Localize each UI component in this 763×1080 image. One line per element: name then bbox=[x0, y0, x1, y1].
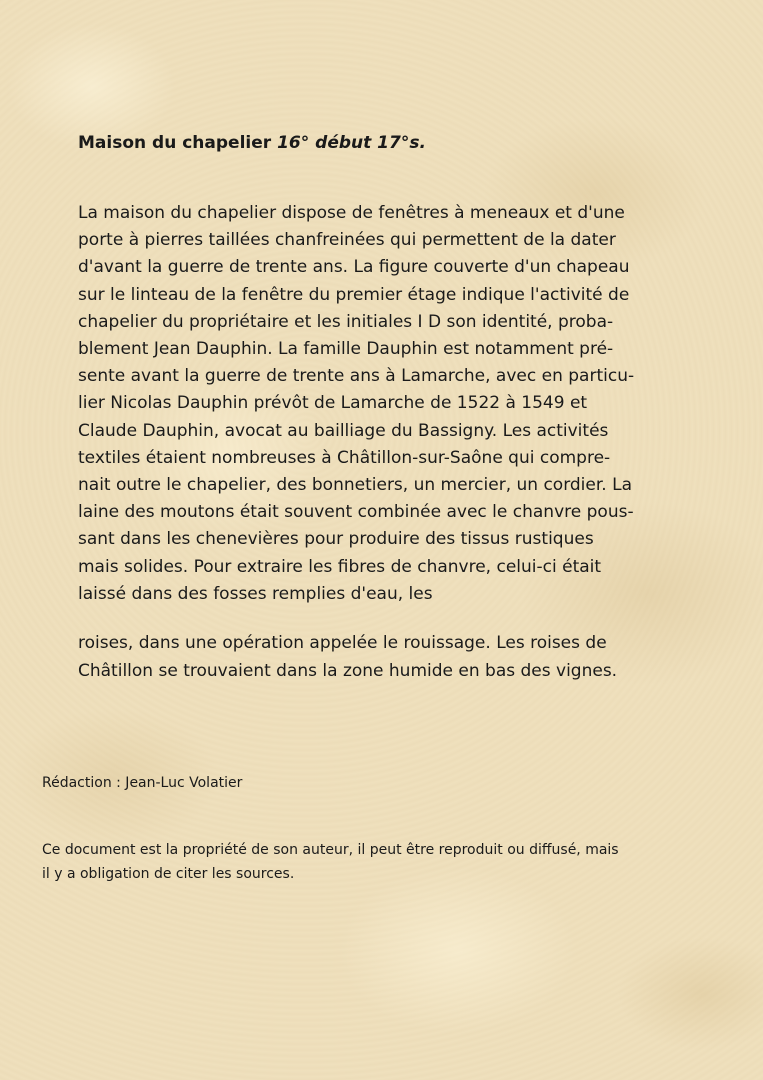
copyright-notice bbox=[42, 838, 742, 886]
notice-line: il y a obligation de citer les sources. bbox=[42, 866, 295, 882]
body-line: Claude Dauphin, avocat au bailliage du Bassigny. Les activités bbox=[78, 420, 609, 441]
body-line: nait outre le chapelier, des bonnetiers, un mercier, un cordier. La bbox=[78, 475, 632, 496]
body-line: sur le linteau de la fenêtre du premier étage indique l'activité de bbox=[78, 284, 630, 305]
body-line: blement Jean Dauphin. La famille Dauphin est notamment pré- bbox=[78, 339, 614, 360]
body-line: d'avant la guerre de trente ans. La figure couverte d'un chapeau bbox=[78, 257, 630, 278]
body-paragraph-continuation bbox=[78, 629, 718, 685]
body-line: laissé dans des fosses remplies d'eau, les bbox=[78, 583, 433, 604]
title-date: 16° début 17°s. bbox=[277, 133, 426, 153]
body-line: Châtillon se trouvaient dans la zone humide en bas des vignes. bbox=[78, 661, 618, 681]
body-line: laine des moutons était souvent combinée avec le chanvre pous- bbox=[78, 502, 634, 523]
body-line: textiles étaient nombreuses à Châtillon-sur-Saône qui compre- bbox=[78, 447, 611, 468]
body-line: sente avant la guerre de trente ans à Lamarche, avec en particu- bbox=[78, 366, 635, 387]
body-line: roises, dans une opération appelée le rouissage. Les roises de bbox=[78, 633, 607, 653]
body-line: sant dans les chenevières pour produire des tissus rustiques bbox=[78, 529, 594, 550]
title-main: Maison du chapelier bbox=[78, 133, 272, 153]
body-line: La maison du chapelier dispose de fenêtres à meneaux et d'une bbox=[78, 203, 625, 223]
body-line: mais solides. Pour extraire les fibres de chanvre, celui-ci était bbox=[78, 556, 602, 577]
notice-line: Ce document est la propriété de son auteur, il peut être reproduit ou diffusé, mais bbox=[42, 842, 619, 858]
page-title bbox=[78, 131, 426, 155]
body-line: lier Nicolas Dauphin prévôt de Lamarche de 1522 à 1549 et bbox=[78, 393, 588, 414]
author-credit: Rédaction : Jean-Luc Volatier bbox=[42, 775, 243, 791]
body-line: porte à pierres taillées chanfreinées qui permettent de la dater bbox=[78, 230, 616, 251]
body-line: chapelier du propriétaire et les initiales I D son identité, proba- bbox=[78, 311, 614, 332]
body-paragraph bbox=[78, 200, 718, 608]
